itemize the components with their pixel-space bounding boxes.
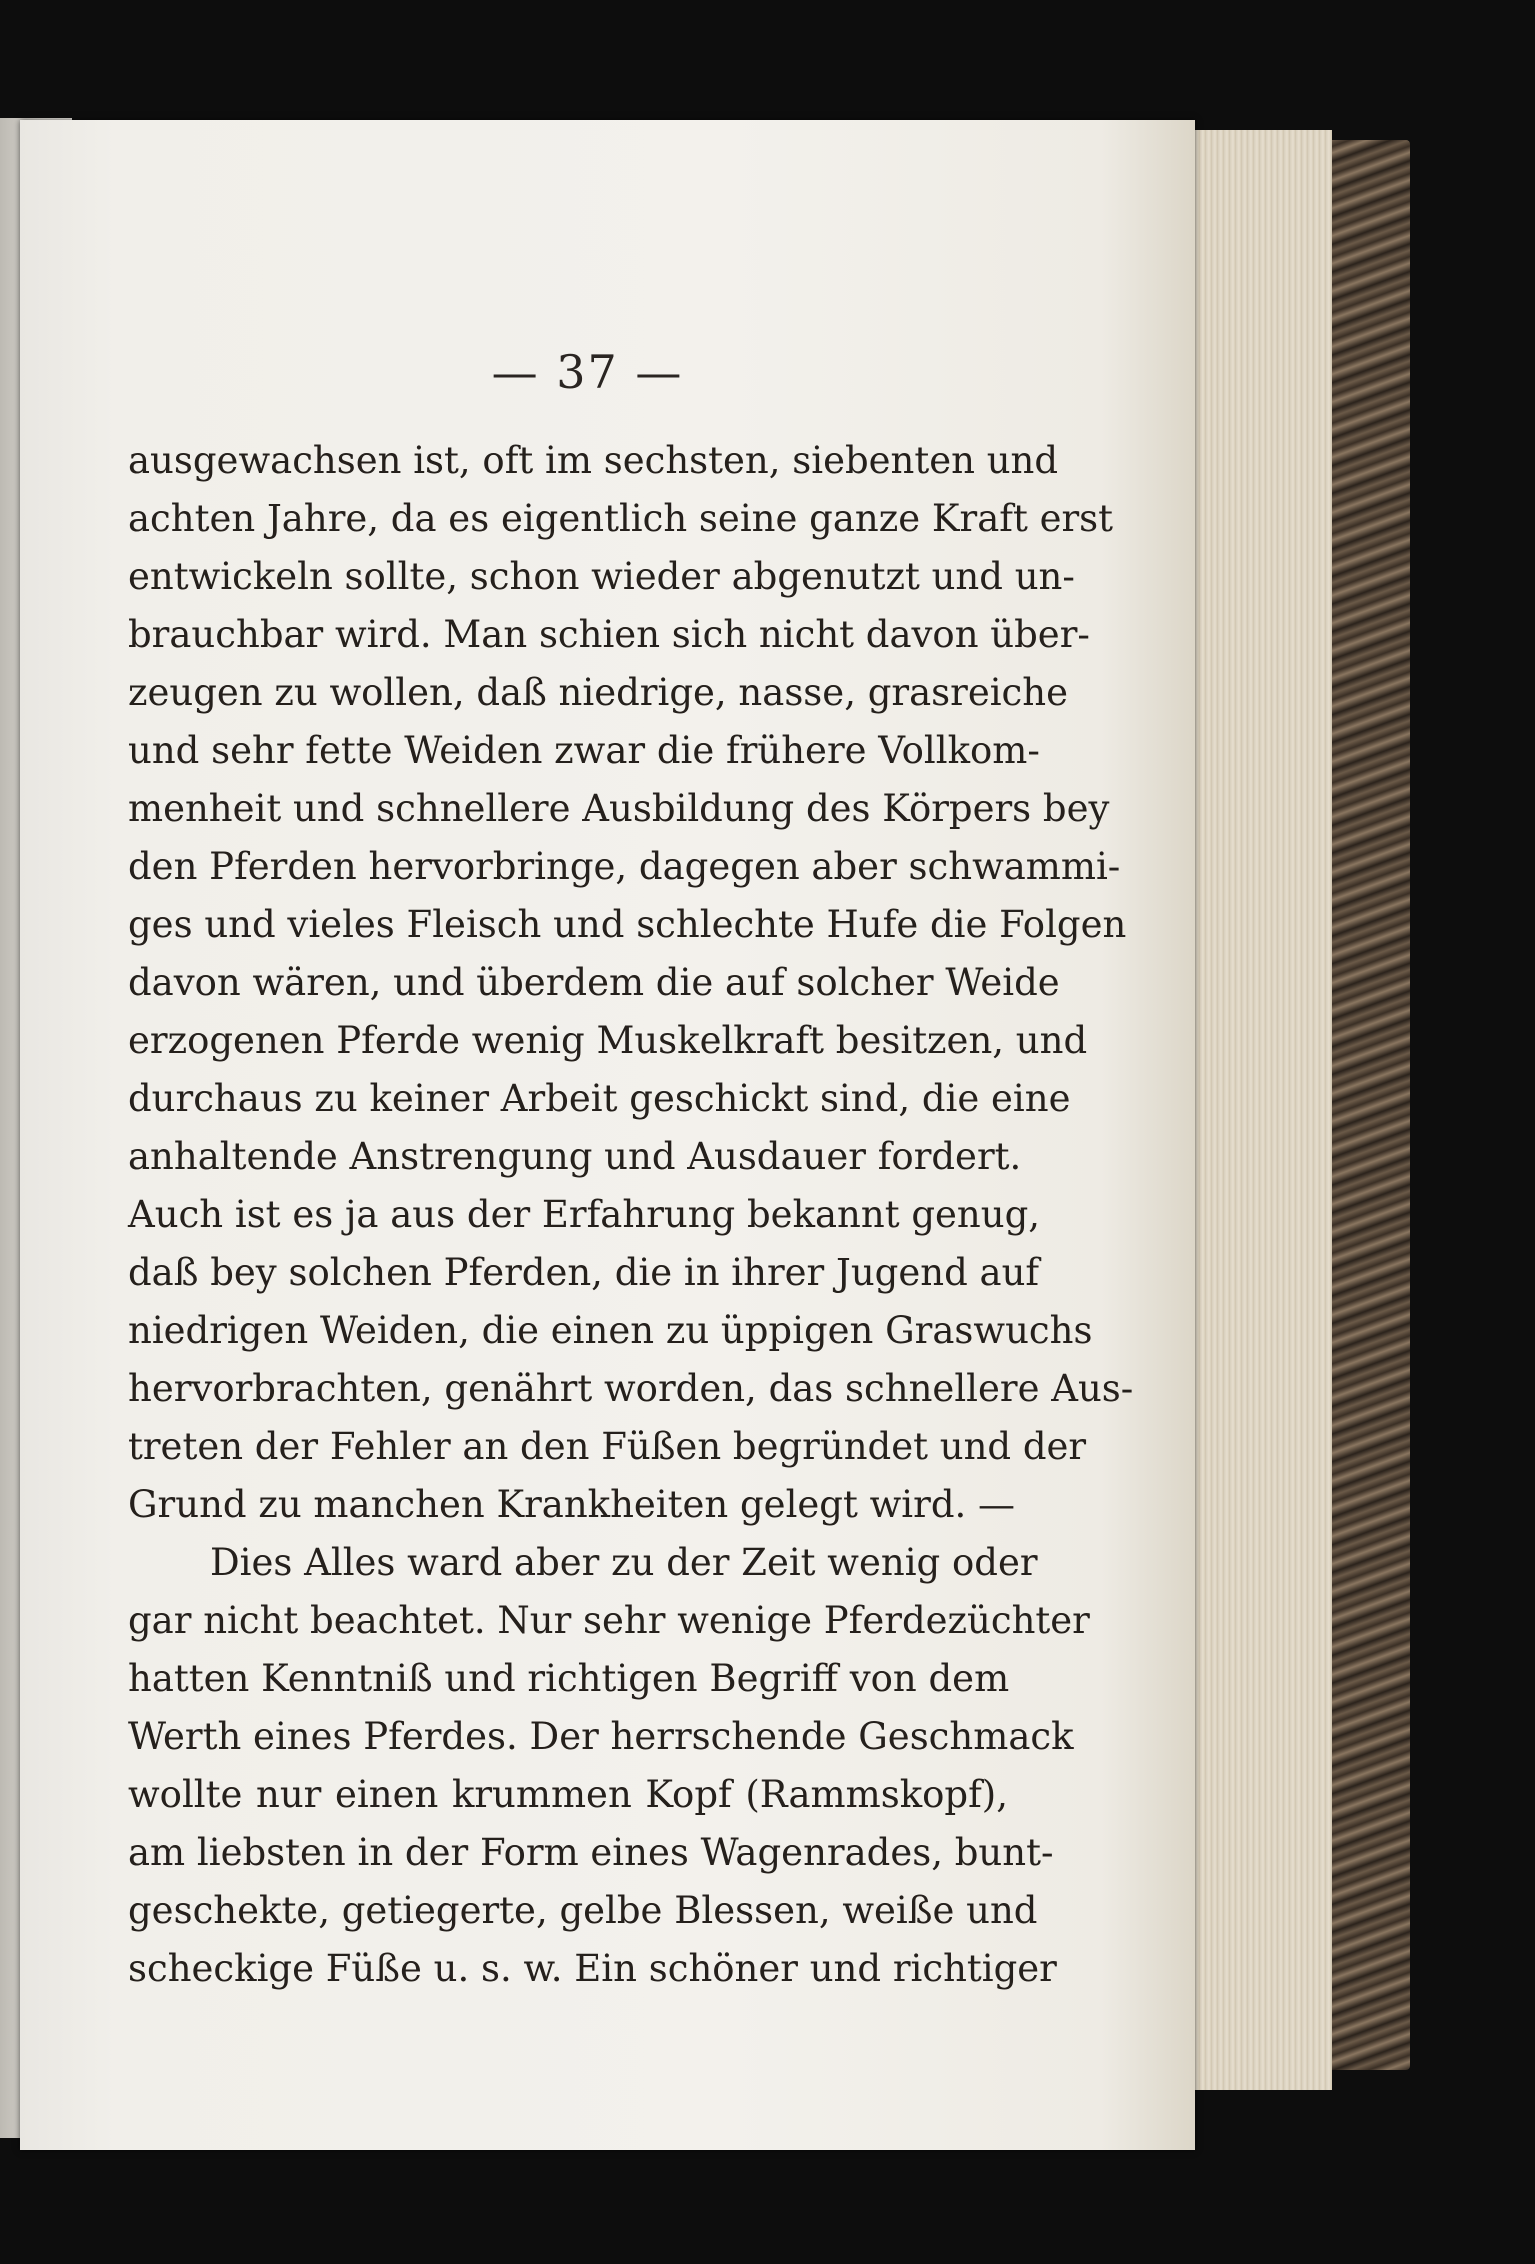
- text-line: Dies Alles ward aber zu der Zeit wenig oder: [210, 1541, 1038, 1584]
- text-line: anhaltende Anstrengung und Ausdauer fordert.: [128, 1135, 1022, 1178]
- body-text: [128, 432, 1134, 1998]
- text-line: menheit und schnellere Ausbildung des Körpers bey: [128, 787, 1110, 830]
- text-line: zeugen zu wollen, daß niedrige, nasse, grasreiche: [128, 671, 1068, 714]
- text-line: achten Jahre, da es eigentlich seine ganze Kraft erst: [128, 497, 1114, 540]
- text-line: davon wären, und überdem die auf solcher Weide: [128, 961, 1060, 1004]
- text-line: niedrigen Weiden, die einen zu üppigen Graswuchs: [128, 1309, 1093, 1352]
- text-line: hatten Kenntniß und richtigen Begriff von dem: [128, 1657, 1010, 1700]
- text-line: entwickeln sollte, schon wieder abgenutzt und un-: [128, 555, 1075, 598]
- text-line: wollte nur einen krummen Kopf (Rammskopf),: [128, 1773, 1008, 1816]
- text-line: geschekte, getiegerte, gelbe Blessen, weiße und: [128, 1889, 1038, 1932]
- text-line: scheckige Füße u. s. w. Ein schöner und richtiger: [128, 1947, 1057, 1990]
- book-page: [20, 120, 1195, 2150]
- text-line: durchaus zu keiner Arbeit geschickt sind, die eine: [128, 1077, 1071, 1120]
- page-stack-edge: [1180, 130, 1332, 2090]
- text-line: treten der Fehler an den Füßen begründet und der: [128, 1425, 1087, 1468]
- text-line: Grund zu manchen Krankheiten gelegt wird. —: [128, 1483, 1016, 1526]
- text-line: Auch ist es ja aus der Erfahrung bekannt genug,: [128, 1193, 1041, 1236]
- text-line: brauchbar wird. Man schien sich nicht davon über-: [128, 613, 1090, 656]
- text-line: ges und vieles Fleisch und schlechte Hufe die Folgen: [128, 903, 1127, 946]
- text-line: den Pferden hervorbringe, dagegen aber schwammi-: [128, 845, 1121, 888]
- page-number: — 37 —: [491, 345, 684, 399]
- text-line: ausgewachsen ist, oft im sechsten, siebenten und: [128, 439, 1059, 482]
- text-line: gar nicht beachtet. Nur sehr wenige Pferdezüchter: [128, 1599, 1090, 1642]
- text-line: Werth eines Pferdes. Der herrschende Geschmack: [128, 1715, 1074, 1758]
- text-line: daß bey solchen Pferden, die in ihrer Jugend auf: [128, 1251, 1040, 1294]
- text-line: hervorbrachten, genährt worden, das schnellere Aus-: [128, 1367, 1134, 1410]
- text-line: und sehr fette Weiden zwar die frühere Vollkom-: [128, 729, 1040, 772]
- text-line: am liebsten in der Form eines Wagenrades, bunt-: [128, 1831, 1054, 1874]
- text-line: erzogenen Pferde wenig Muskelkraft besitzen, und: [128, 1019, 1088, 1062]
